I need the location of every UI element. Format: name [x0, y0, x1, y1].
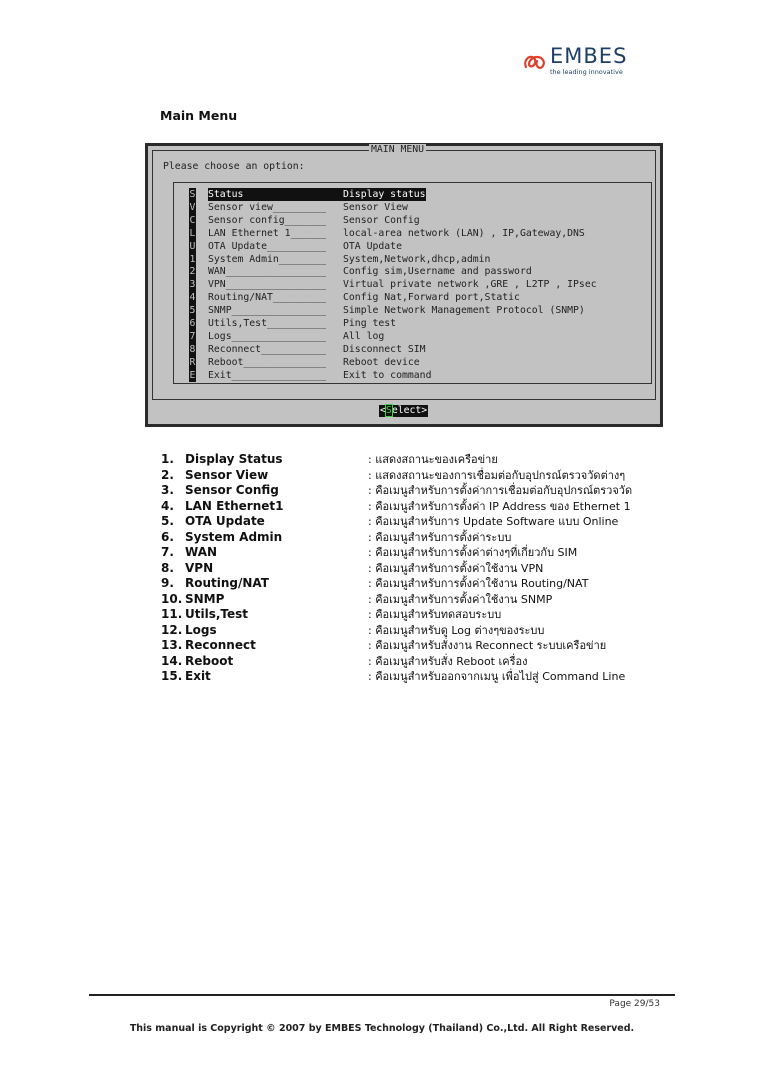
description-number: 7.	[161, 545, 174, 559]
menu-item-description: Sensor View	[343, 201, 408, 213]
description-number: 6.	[161, 529, 174, 544]
menu-item-label: VPN_________________	[208, 279, 326, 291]
description-number: 12.	[161, 622, 183, 637]
description-name: Sensor View	[185, 467, 269, 482]
description-number: 9.	[161, 576, 174, 590]
menu-item-hotkey: C	[189, 214, 196, 226]
description-text: : คือเมนูสำหรับการตั้งค่าใช้งาน SNMP	[368, 592, 553, 606]
terminal-menu-item[interactable]	[174, 291, 644, 304]
description-text: : คือเมนูสำหรับการตั้งค่าระบบ	[368, 530, 512, 544]
description-name: Reconnect	[185, 638, 256, 652]
menu-item-label: Status	[208, 188, 343, 201]
description-name: Utils,Test	[185, 607, 249, 621]
menu-item-label: Sensor config_______	[208, 214, 326, 226]
description-text: : คือเมนูสำหรับการตั้งค่า IP Address ของ Ethernet 1	[368, 499, 631, 513]
logo-name: EMBES	[550, 44, 628, 68]
description-text: : คือเมนูสำหรับการตั้งค่าใช้งาน VPN	[368, 561, 544, 575]
description-name: Reboot	[185, 653, 234, 668]
menu-item-label: Reconnect___________	[208, 343, 326, 355]
menu-item-hotkey: V	[189, 201, 196, 213]
menu-item-description: Virtual private network ,GRE , L2TP , IPsec	[343, 279, 597, 291]
menu-item-label: SNMP________________	[208, 305, 326, 317]
description-row	[161, 623, 681, 639]
description-number: 1.	[161, 452, 174, 466]
select-button-hotkey: S	[385, 405, 392, 416]
description-number: 2.	[161, 467, 174, 482]
menu-item-hotkey: 2	[189, 266, 196, 278]
description-text: : แสดงสถานะของการเชื่อมต่อกับอุปกรณ์ตรวจวัดต่างๆ	[368, 468, 626, 482]
section-title: Main Menu	[160, 108, 238, 123]
terminal-menu-item[interactable]	[174, 317, 644, 330]
description-name: SNMP	[185, 591, 225, 606]
terminal-menu-item[interactable]	[174, 227, 644, 240]
terminal-prompt: Please choose an option:	[163, 161, 305, 172]
description-row	[161, 545, 681, 561]
select-button-rest: elect>	[391, 405, 428, 416]
menu-item-hotkey: 1	[189, 253, 196, 265]
menu-item-label: Exit________________	[208, 369, 326, 381]
description-number: 4.	[161, 498, 174, 513]
description-name: Display Status	[185, 452, 283, 466]
description-number: 11.	[161, 607, 183, 621]
copyright-notice: This manual is Copyright © 2007 by EMBES Technology (Thailand) Co.,Ltd. All Right Reserved.	[129, 1023, 635, 1034]
terminal-divider	[152, 399, 656, 400]
description-text: : แสดงสถานะของเครือข่าย	[368, 453, 498, 466]
terminal-menu-item[interactable]	[174, 330, 644, 343]
description-row	[161, 607, 681, 623]
description-row	[161, 483, 681, 499]
description-number: 8.	[161, 560, 174, 575]
description-row	[161, 576, 681, 592]
description-name: VPN	[185, 560, 214, 575]
description-text: : คือเมนูสำหรับสั่งงาน Reconnect ระบบเครือข่าย	[368, 639, 607, 652]
terminal-menu-item[interactable]	[174, 240, 644, 253]
logo-tagline: the leading innovative	[550, 68, 623, 76]
menu-item-hotkey: E	[189, 369, 196, 381]
description-row	[161, 669, 681, 685]
menu-description-list	[161, 452, 681, 685]
description-text: : คือเมนูสำหรับทดสอบระบบ	[368, 608, 502, 621]
menu-item-description: Exit to command	[343, 369, 432, 381]
menu-item-hotkey: 6	[189, 318, 196, 329]
menu-item-hotkey: 7	[189, 330, 196, 342]
menu-item-description: Config sim,Username and password	[343, 266, 532, 278]
menu-item-label: Reboot______________	[208, 356, 326, 368]
description-number: 3.	[161, 483, 174, 497]
description-name: Routing/NAT	[185, 576, 269, 590]
description-text: : คือเมนูสำหรับการตั้งค่าต่างๆที่เกี่ยวกับ SIM	[368, 546, 578, 559]
page-number: Page 29/53	[609, 999, 660, 1009]
terminal-menu-item[interactable]	[174, 278, 644, 291]
menu-item-label: WAN_________________	[208, 266, 326, 278]
menu-item-hotkey: U	[189, 240, 196, 252]
description-text: : คือเมนูสำหรับการ Update Software แบบ Online	[368, 515, 619, 528]
menu-item-hotkey: L	[189, 227, 196, 239]
description-row	[161, 638, 681, 654]
description-number: 5.	[161, 514, 174, 528]
terminal-menu-item[interactable]	[174, 304, 644, 317]
terminal-menu-list	[173, 182, 652, 384]
menu-item-description: Ping test	[343, 318, 397, 329]
embes-logo	[522, 44, 632, 78]
description-text: : คือเมนูสำหรับดู Log ต่างๆของระบบ	[368, 623, 545, 637]
terminal-screenshot	[145, 143, 663, 427]
description-name: OTA Update	[185, 514, 265, 528]
terminal-menu-item[interactable]	[174, 201, 644, 214]
select-button-open: <	[380, 405, 386, 416]
description-text: : คือเมนูสำหรับการตั้งค่าการเชื่อมต่อกับอุปกรณ์ตรวจวัด	[368, 484, 633, 497]
terminal-menu-item[interactable]	[174, 356, 644, 369]
select-button[interactable]	[379, 405, 428, 417]
menu-item-description: OTA Update	[343, 240, 402, 252]
menu-item-hotkey: S	[189, 189, 196, 200]
terminal-title: MAIN MENU	[371, 144, 425, 155]
menu-item-description: System,Network,dhcp,admin	[343, 253, 491, 265]
terminal-menu-item[interactable]	[174, 214, 644, 227]
menu-item-hotkey: 4	[189, 292, 196, 304]
footer-divider	[89, 994, 675, 996]
description-number: 14.	[161, 653, 183, 668]
menu-item-description: Config Nat,Forward port,Static	[343, 292, 520, 304]
menu-item-hotkey: 5	[189, 305, 196, 317]
menu-item-label: OTA Update__________	[208, 240, 326, 252]
menu-item-description: Display status	[343, 189, 426, 200]
description-name: WAN	[185, 545, 218, 559]
description-row	[161, 468, 681, 484]
description-row	[161, 452, 681, 468]
description-number: 13.	[161, 638, 183, 652]
menu-item-hotkey: 8	[189, 343, 196, 355]
menu-item-description: Simple Network Management Protocol (SNMP)	[343, 305, 585, 317]
description-number: 15.	[161, 669, 183, 683]
description-row	[161, 654, 681, 670]
menu-item-description: Disconnect SIM	[343, 343, 426, 355]
menu-item-label: Logs________________	[208, 330, 326, 342]
menu-item-label: Routing/NAT_________	[208, 292, 326, 304]
menu-item-label: Sensor view_________	[208, 201, 326, 213]
menu-item-description: Reboot device	[343, 356, 420, 368]
description-number: 10.	[161, 591, 183, 606]
terminal-menu-item[interactable]	[174, 265, 644, 278]
embes-logo-mark-icon	[522, 48, 548, 74]
description-name: LAN Ethernet1	[185, 498, 284, 513]
description-text: : คือเมนูสำหรับสั่ง Reboot เครื่อง	[368, 654, 528, 668]
description-name: System Admin	[185, 529, 283, 544]
menu-item-description: local-area network (LAN) , IP,Gateway,DNS	[343, 227, 585, 239]
terminal-frame	[152, 144, 656, 400]
menu-item-label: System Admin________	[208, 253, 326, 265]
description-text: : คือเมนูสำหรับการตั้งค่าใช้งาน Routing/NAT	[368, 577, 589, 590]
description-name: Logs	[185, 622, 217, 637]
description-row	[161, 514, 681, 530]
description-name: Sensor Config	[185, 483, 279, 497]
menu-item-description: All log	[343, 330, 385, 342]
terminal-menu-item[interactable]	[174, 343, 644, 356]
menu-item-label: Utils,Test__________	[208, 318, 326, 329]
description-row	[161, 499, 681, 515]
menu-item-hotkey: R	[189, 356, 196, 368]
description-row	[161, 530, 681, 546]
terminal-menu-item[interactable]	[174, 188, 644, 201]
description-text: : คือเมนูสำหรับออกจากเมนู เพื่อไปสู่ Command Line	[368, 670, 626, 683]
menu-item-description: Sensor Config	[343, 214, 420, 226]
terminal-menu-item[interactable]	[174, 253, 644, 266]
description-row	[161, 561, 681, 577]
menu-item-hotkey: 3	[189, 279, 196, 291]
description-name: Exit	[185, 669, 211, 683]
terminal-menu-item[interactable]	[174, 369, 644, 382]
menu-item-label: LAN Ethernet 1______	[208, 227, 326, 239]
description-row	[161, 592, 681, 608]
